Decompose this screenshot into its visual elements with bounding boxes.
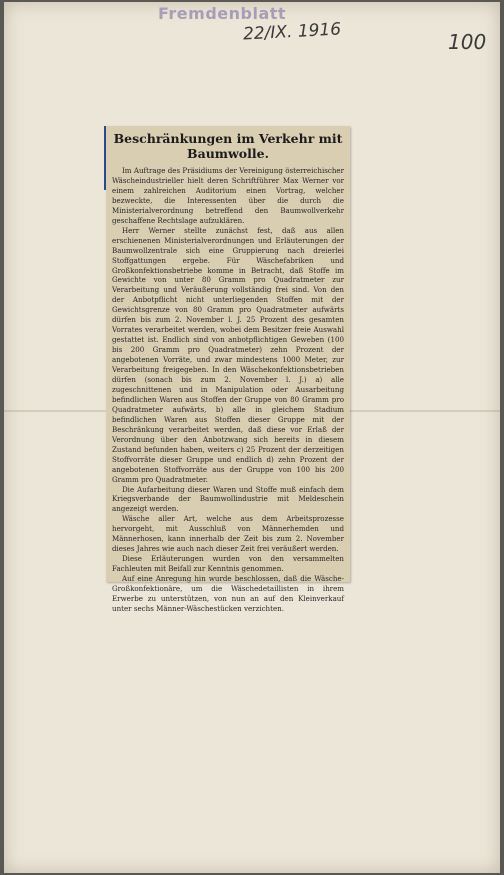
handwritten-date: 22/IX. 1916 xyxy=(242,19,342,45)
article-paragraph: Herr Werner stellte zunächst fest, daß aus allen erschienenen Ministerialverordnungen und Erläuterungen der Baumwollzentrale sich eine Gruppierung nach dreierlei Stoffgattungen ergebe. Für Wäschefabriken und Großkonfektionsbetriebe komme in Betracht, daß Stoffe im Gewichte von unter 80 Gramm pro Quadratmeter zur Verarbeitung und Veräußerung vollständig frei sind. Von den der Anbotpflicht nicht unterliegenden Stoffen mit der Gewichtsgrenze von 80 Gramm pro Quadratmeter aufwärts dürfen bis zum 2. November l. J. 25 Prozent des gesamten Vorrates verarbeitet werden, wobei dem Besitzer freie Auswahl gestattet ist. Endlich sind von anbotpflichtigen Geweben (100 bis 200 Gramm pro Quadratmeter) zehn Prozent der angebotenen Vorräte, und zwar mindestens 1000 Meter, zur Verarbeitung freigegeben. In den Wäschekonfektionsbetrieben dürfen (sonach bis zum 2. November l. J.) a) alle zugeschnittenen und in Manipulation oder Ausarbeitung befindlichen Waren aus Stoffen der Gruppe von 80 Gramm pro Quadratmeter aufwärts, b) alle in gleichem Stadium befindlichen Waren aus Stoffen dieser Gruppe mit der Beschränkung verarbeitet werden, daß diese vor Erlaß der Verordnung über den Anbotzwang sich bereits in diesem Zustand befunden haben, weiters c) 25 Prozent der derzeitigen Stoffvorräte dieser Gruppe und endlich d) zehn Prozent der angebotenen Stoffvorräte aus der Gruppe von 100 bis 200 Gramm pro Quadratmeter. xyxy=(112,225,344,484)
article-headline: Beschränkungen im Verkehr mit Baumwolle. xyxy=(113,131,343,161)
source-stamp: Fremdenblatt xyxy=(158,4,287,23)
article-body xyxy=(112,166,344,614)
article-paragraph: Die Aufarbeitung dieser Waren und Stoffe muß einfach dem Kriegsverbande der Baumwollindustrie mit Meldeschein angezeigt werden. xyxy=(112,484,344,514)
handwritten-page-number: 100 xyxy=(448,30,487,54)
article-paragraph: Im Auftrage des Präsidiums der Vereinigung österreichischer Wäscheindustrieller hielt deren Schriftführer Max Werner vor einem zahlreichen Auditorium einen Vortrag, welcher bezweckte, die Interessenten über die durch die Ministerialverordnung betreffend den Baumwollverkehr geschaffene Rechtslage aufzuklären. xyxy=(112,166,344,225)
article-paragraph: Wäsche aller Art, welche aus dem Arbeitsprozesse hervorgeht, mit Ausschluß von Männerhemden und Männerhosen, kann innerhalb der Zeit bis zum 2. November dieses Jahres wie auch nach dieser Zeit frei veräußert werden. xyxy=(112,514,344,554)
article-paragraph: Diese Erläuterungen wurden von den versammelten Fachleuten mit Beifall zur Kenntnis genommen. xyxy=(112,554,344,574)
article-paragraph: Auf eine Anregung hin wurde beschlossen, daß die Wäsche-Großkonfektionäre, um die Wäschedetaillisten in ihrem Erwerbe zu unterstützen, von nun an auf den Kleinverkauf unter sechs Männer-Wäschestücken verzichten. xyxy=(112,574,344,613)
